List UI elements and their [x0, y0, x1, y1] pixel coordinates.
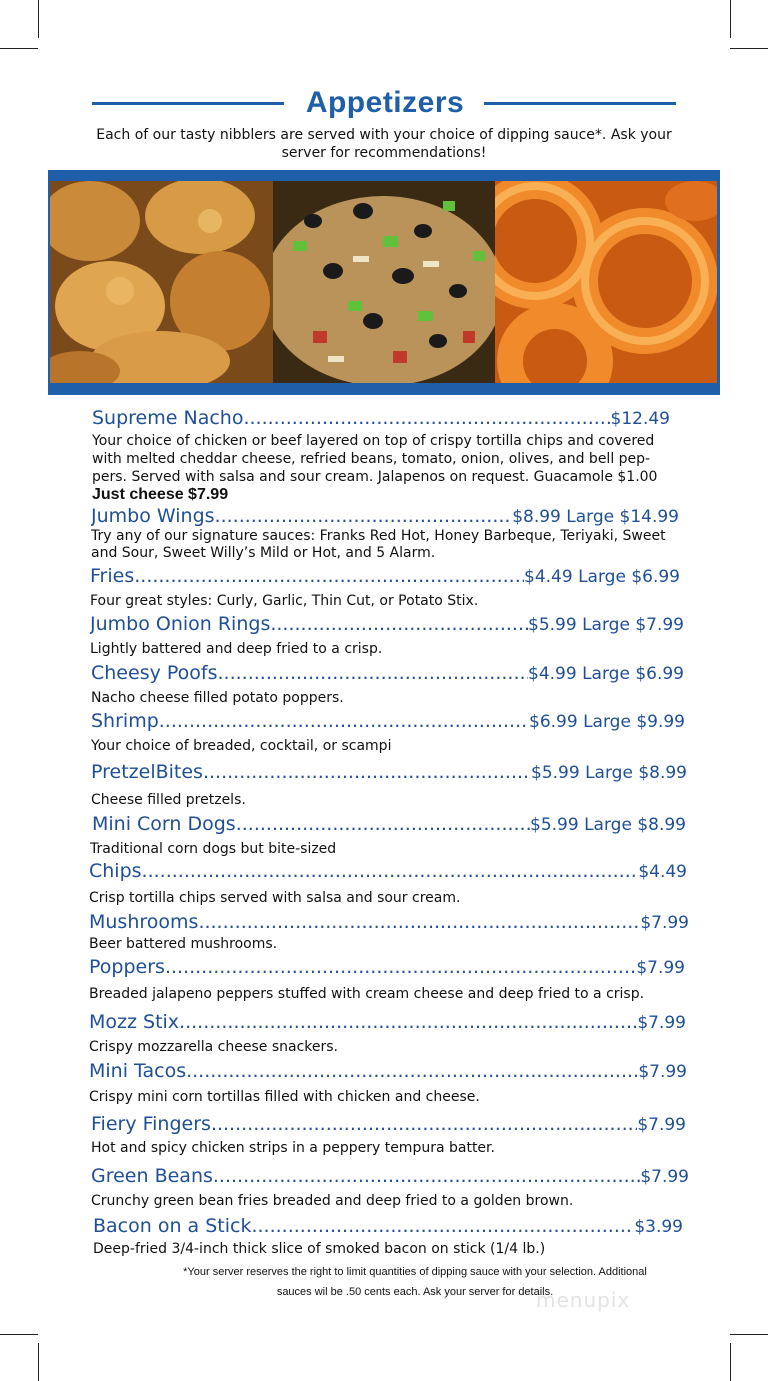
item-description: Traditional corn dogs but bite-sized — [90, 841, 337, 857]
item-name: Poppers — [89, 956, 165, 978]
crop-mark — [38, 0, 39, 38]
item-name: Jumbo Onion Rings — [90, 613, 271, 635]
item-description: Crispy mini corn tortillas filled with chicken and cheese. — [89, 1089, 480, 1105]
item-name: Mozz Stix — [89, 1011, 180, 1033]
item-description: Nacho cheese filled potato poppers. — [91, 690, 344, 706]
item-description: Beer battered mushrooms. — [89, 936, 278, 952]
crop-mark — [730, 48, 768, 49]
item-name: Cheesy Poofs — [91, 662, 218, 684]
item-name: Fries — [90, 565, 135, 587]
menu-item-mushrooms — [89, 911, 689, 953]
item-price: $3.99 — [634, 1217, 683, 1237]
title-rule-right — [484, 102, 676, 105]
nachos-photo — [273, 181, 496, 383]
menu-item-jumbo-onion-rings — [90, 613, 684, 658]
menu-item-mini-corn-dogs — [92, 813, 686, 858]
item-extra: Just cheese $7.99 — [92, 486, 229, 503]
crop-mark — [730, 0, 731, 38]
item-name: Mini Corn Dogs — [92, 813, 236, 835]
crop-mark — [730, 1334, 768, 1335]
item-description: Crispy mozzarella cheese snackers. — [89, 1039, 339, 1055]
footnote-line-2: sauces wil be .50 cents each. Ask your server for details. — [276, 1286, 554, 1298]
item-description: Four great styles: Curly, Garlic, Thin Cut, or Potato Stix. — [90, 593, 479, 609]
menu-item-mini-tacos — [89, 1060, 687, 1106]
item-description: Deep-fried 3/4-inch thick slice of smoked bacon on stick (1/4 lb.) — [93, 1241, 546, 1257]
item-name: Bacon on a Stick — [93, 1215, 252, 1237]
item-name: Mushrooms — [89, 911, 199, 933]
food-banner — [50, 181, 718, 383]
item-description: Your choice of chicken or beef layered on top of crispy tortilla chips and covered with melted cheddar cheese, refried beans, tomato, onion, olives, and bell pep-pers. Served with salsa and sour cream. Jalapenos on request. Guacamole $1.00 — [92, 433, 658, 485]
item-price: $5.99 Large $8.99 — [530, 815, 686, 835]
item-description: Lightly battered and deep fried to a crisp. — [90, 641, 383, 657]
item-name: Mini Tacos... — [89, 1060, 205, 1082]
item-name: Supreme Nacho — [92, 407, 244, 429]
item-price: $6.99 Large $9.99 — [529, 712, 685, 732]
item-price: $7.99 — [637, 1013, 686, 1033]
menu-item-green-beans — [91, 1165, 689, 1210]
item-description: Your choice of breaded, cocktail, or scampi — [91, 738, 392, 754]
menu-item-shrimp — [91, 710, 685, 755]
intro-text: Each of our tasty nibblers are served with your choice of dipping sauce*. Ask your server for recommendations! — [96, 127, 672, 161]
crop-mark — [0, 48, 38, 49]
item-price: $7.99 — [640, 1167, 689, 1187]
item-name: Jumbo Wings — [91, 505, 215, 527]
item-name: Shrimp — [91, 710, 159, 732]
menupix-watermark: menupix — [536, 1288, 631, 1312]
footnote-line-1: *Your server reserves the right to limit quantities of dipping sauce with your selection. Additional — [183, 1266, 647, 1278]
item-price: $5.99 Large $7.99 — [528, 615, 684, 635]
item-price: $4.49 Large $6.99 — [524, 567, 680, 587]
menu-item-pretzel-bites — [91, 761, 687, 809]
menu-item-supreme-nacho — [92, 407, 670, 504]
item-name: Chips — [89, 860, 142, 882]
item-price: $7.99 — [637, 1115, 686, 1135]
title-rule-left — [92, 102, 284, 105]
item-description: Try any of our signature sauces: Franks Red Hot, Honey Barbeque, Teriyaki, Sweet and Sour, Sweet Willy’s Mild or Hot, and 5 Alarm. — [91, 528, 666, 561]
item-name: Fiery Fingers — [91, 1113, 211, 1135]
crop-mark — [38, 1343, 39, 1381]
item-price: $12.49 — [610, 409, 670, 429]
item-description: Hot and spicy chicken strips in a peppery tempura batter. — [91, 1140, 495, 1156]
fried-mushrooms-photo — [50, 181, 273, 383]
menu-item-cheesy-poofs — [91, 662, 684, 707]
item-name: PretzelBites — [91, 761, 203, 783]
item-price: $7.99 — [636, 958, 685, 978]
item-price: $7.99 — [640, 913, 689, 933]
item-price: $4.49 — [638, 862, 687, 882]
item-price: $5.99 Large $8.99 — [531, 763, 687, 783]
item-description: Crisp tortilla chips served with salsa and sour cream. — [89, 890, 461, 906]
crop-mark — [730, 1343, 731, 1381]
item-price: $7.99 — [638, 1062, 687, 1082]
onion-rings-photo — [495, 181, 718, 383]
menu-item-mozz-stix — [89, 1011, 686, 1056]
item-description: Cheese filled pretzels. — [91, 792, 246, 808]
menu-item-poppers — [89, 956, 685, 1003]
item-description: Breaded jalapeno peppers stuffed with cream cheese and deep fried to a crisp. — [89, 986, 645, 1002]
menu-item-bacon-on-a-stick — [93, 1215, 683, 1258]
item-name: Green Beans — [91, 1165, 213, 1187]
item-price: $4.99 Large $6.99 — [528, 664, 684, 684]
item-price: $8.99 Large $14.99 — [512, 507, 679, 527]
menu-item-fries — [90, 565, 680, 610]
item-description: Crunchy green bean fries breaded and deep fried to a golden brown. — [91, 1193, 574, 1209]
crop-mark — [0, 1334, 38, 1335]
menu-item-chips — [89, 860, 687, 907]
page-title: Appetizers — [305, 86, 465, 119]
menu-item-fiery-fingers — [91, 1113, 686, 1157]
menu-item-jumbo-wings — [91, 505, 679, 562]
